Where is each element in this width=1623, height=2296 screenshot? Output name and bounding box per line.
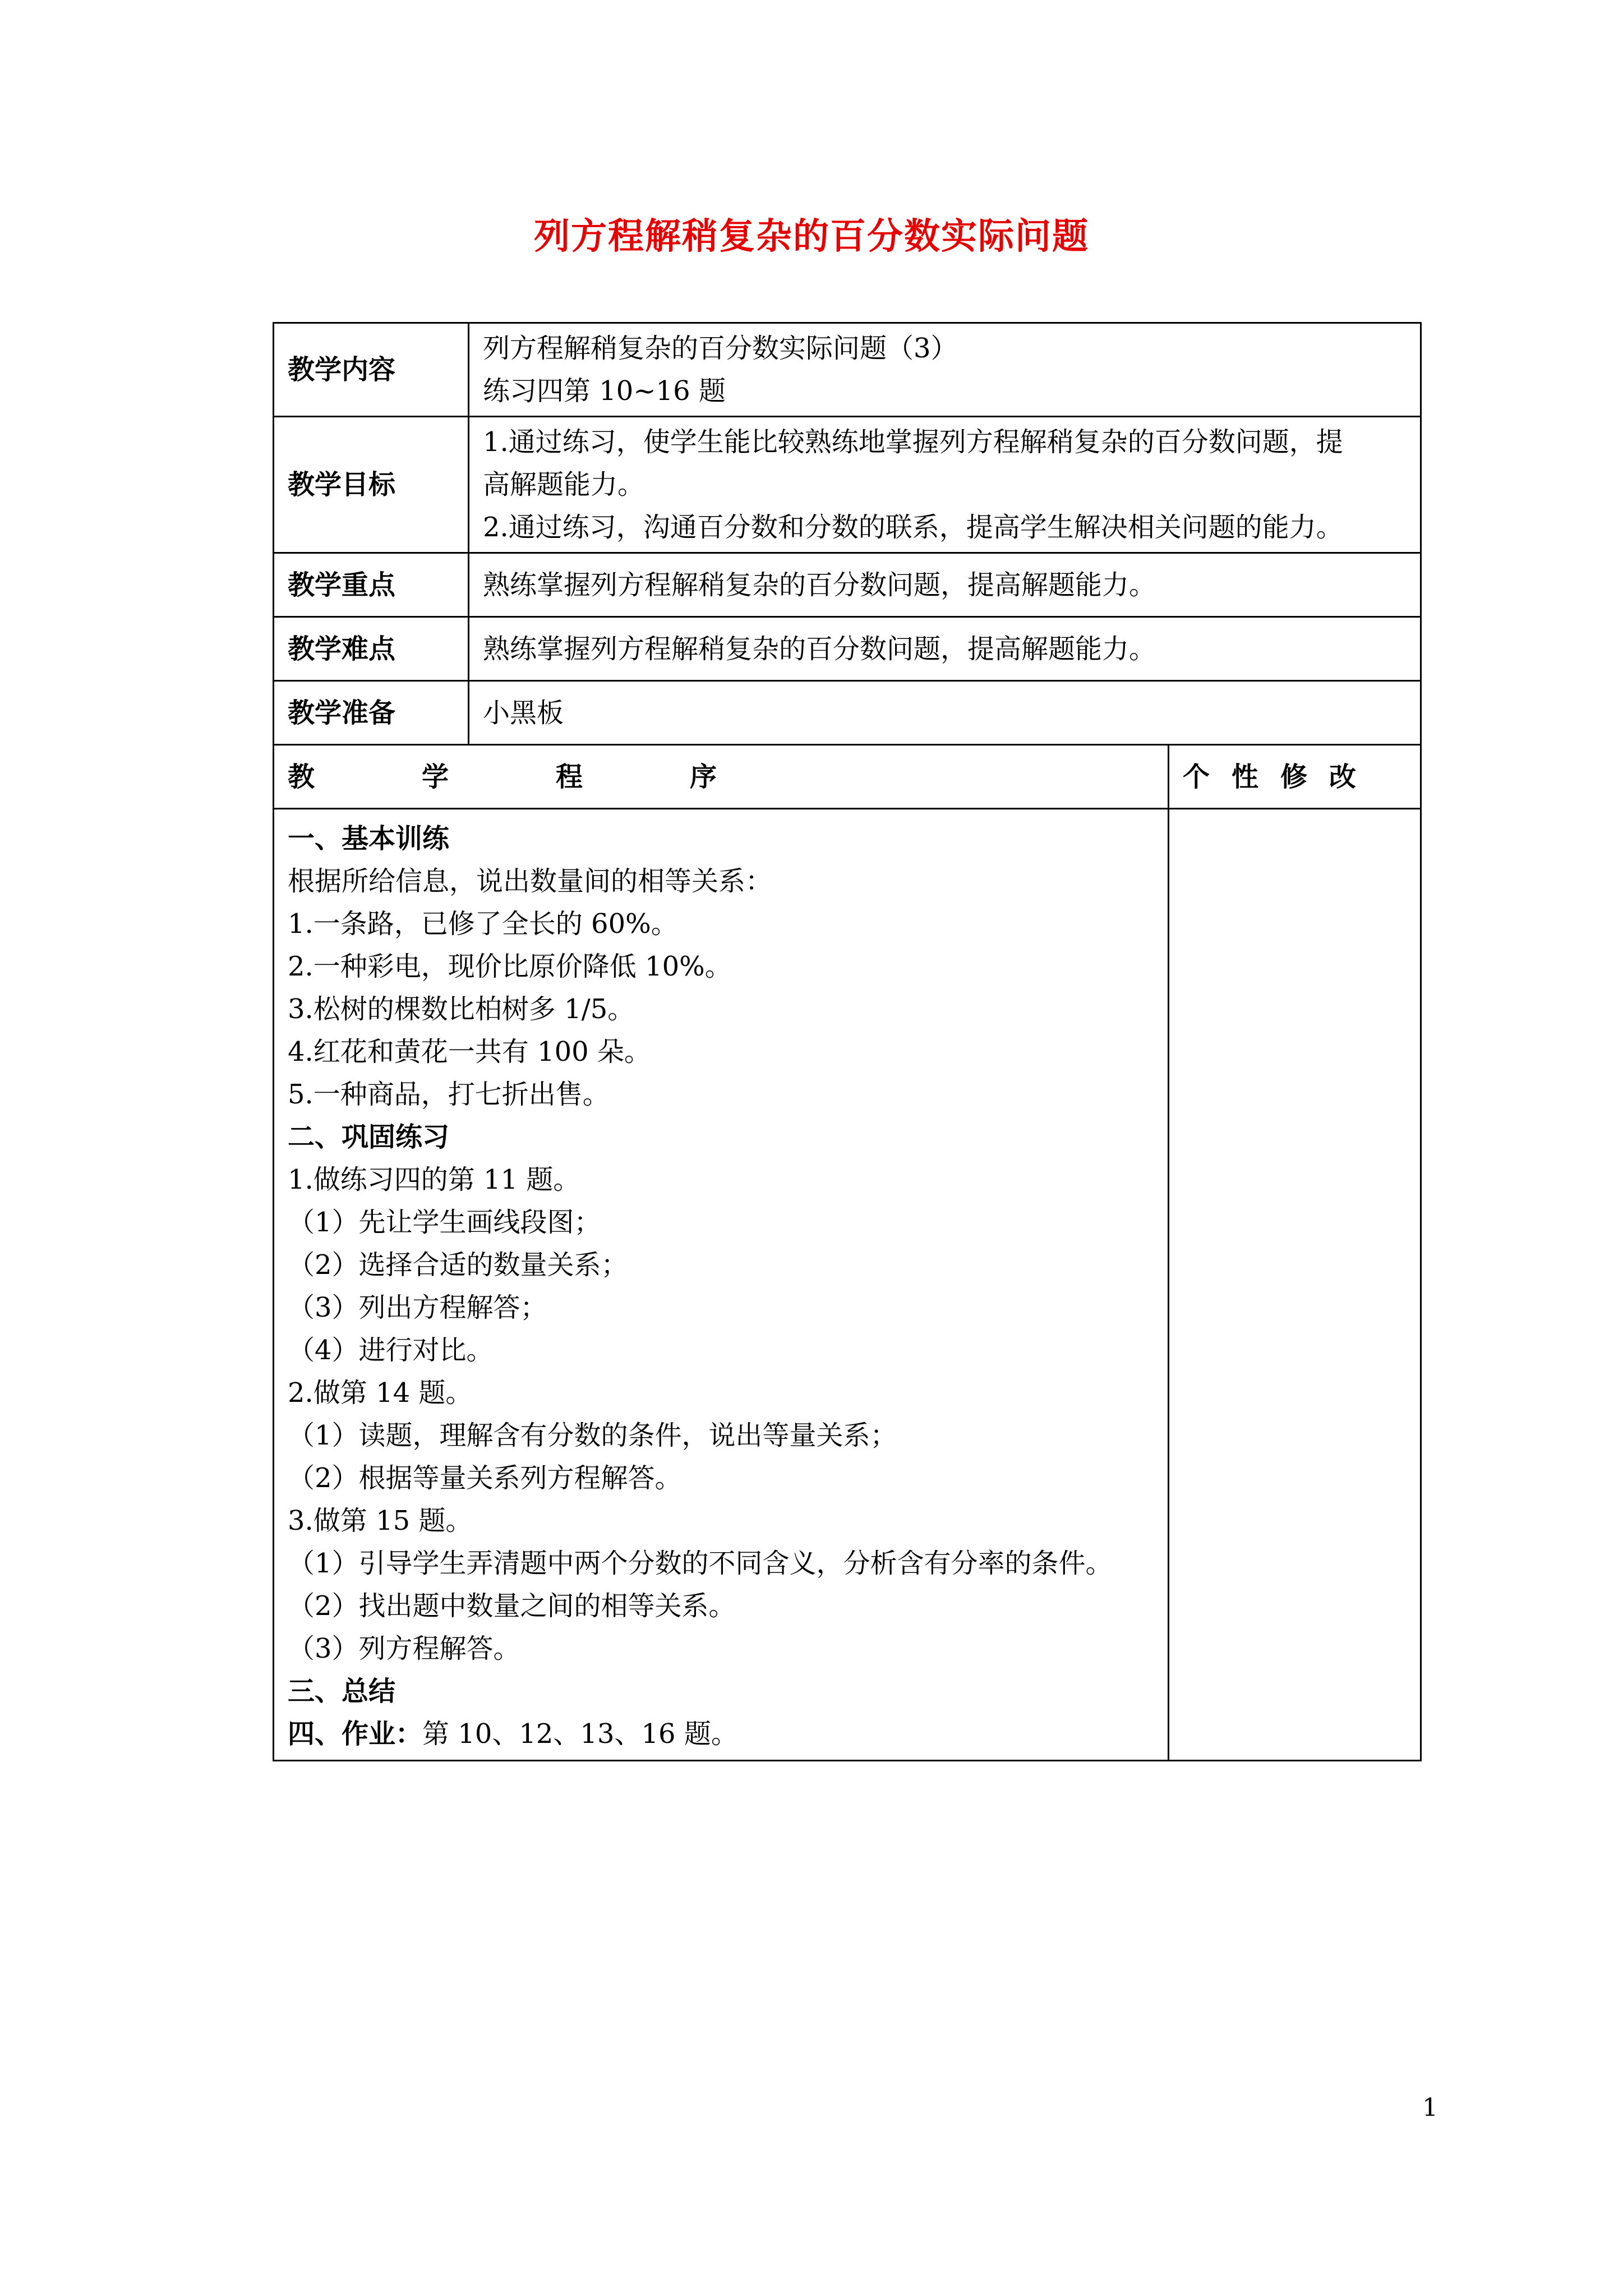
goal-line: 高解题能力。: [483, 469, 645, 500]
exercise-item: 5.一种商品，打七折出售。: [288, 1079, 610, 1110]
practice-line: 1.做练习四的第 11 题。: [288, 1164, 580, 1195]
goal-line: 2.通过练习，沟通百分数和分数的联系，提高学生解决相关问题的能力。: [483, 512, 1343, 543]
procedure-body: [274, 809, 1169, 1761]
row-preparation: [274, 681, 1421, 745]
section-title-summary: 三、总结: [288, 1676, 396, 1707]
value-key-points: 熟练掌握列方程解稍复杂的百分数问题，提高解题能力。: [469, 553, 1421, 617]
value-goals: [469, 417, 1421, 553]
row-key-points: [274, 553, 1421, 617]
label-goals: 教学目标: [274, 417, 469, 553]
row-difficulties: [274, 617, 1421, 681]
exercise-item: 2.一种彩电，现价比原价降低 10%。: [288, 951, 732, 982]
exercise-item: 3.松树的棵数比柏树多 1/5。: [288, 993, 635, 1025]
row-procedure-header: [274, 745, 1421, 809]
revision-header-char: 个: [1183, 761, 1210, 793]
value-difficulties: 熟练掌握列方程解稍复杂的百分数问题，提高解题能力。: [469, 617, 1421, 681]
practice-line: （1）引导学生弄清题中两个分数的不同含义，分析含有分率的条件。: [288, 1548, 1113, 1579]
lesson-plan-table: [273, 322, 1422, 1761]
row-goals: [274, 417, 1421, 553]
exercise-item: 4.红花和黄花一共有 100 朵。: [288, 1036, 651, 1068]
value-content: [469, 323, 1421, 417]
label-content: 教学内容: [274, 323, 469, 417]
label-key-points: 教学重点: [274, 553, 469, 617]
practice-line: （2）选择合适的数量关系；: [288, 1249, 628, 1281]
section-title-basic: 一、基本训练: [288, 823, 450, 854]
revision-header: [1169, 745, 1421, 809]
practice-line: （3）列方程解答。: [288, 1633, 520, 1664]
row-content: [274, 323, 1421, 417]
content-line: 练习四第 10~16 题: [483, 375, 726, 407]
goal-line: 1.通过练习，使学生能比较熟练地掌握列方程解稍复杂的百分数问题，提: [483, 426, 1343, 458]
row-procedure-body: [274, 809, 1421, 1761]
practice-line: 3.做第 15 题。: [288, 1505, 473, 1536]
procedure-header-char: 教: [288, 761, 315, 793]
revision-header-char: 改: [1329, 761, 1357, 793]
label-preparation: 教学准备: [274, 681, 469, 745]
practice-line: （3）列出方程解答；: [288, 1292, 547, 1323]
practice-line: （4）进行对比。: [288, 1335, 494, 1366]
practice-line: 2.做第 14 题。: [288, 1377, 473, 1409]
revision-header-char: 修: [1280, 761, 1308, 793]
section-intro: 根据所给信息，说出数量间的相等关系：: [288, 866, 773, 897]
content-line: 列方程解稍复杂的百分数实际问题（3）: [483, 333, 958, 364]
revision-notes-cell: [1169, 809, 1421, 1761]
page-number: 1: [1422, 2093, 1438, 2122]
practice-line: （2）找出题中数量之间的相等关系。: [288, 1590, 736, 1622]
value-preparation: 小黑板: [469, 681, 1421, 745]
practice-line: （1）先让学生画线段图；: [288, 1207, 601, 1238]
procedure-header-char: 程: [555, 761, 583, 793]
practice-line: （1）读题，理解含有分数的条件，说出等量关系；: [288, 1420, 897, 1451]
procedure-header: [274, 745, 1169, 809]
practice-line: （2）根据等量关系列方程解答。: [288, 1462, 682, 1494]
exercise-item: 1.一条路，已修了全长的 60%。: [288, 908, 678, 940]
page-title: 列方程解稍复杂的百分数实际问题: [534, 215, 1089, 257]
procedure-header-char: 学: [421, 761, 449, 793]
revision-header-char: 性: [1232, 761, 1259, 793]
section-title-practice: 二、巩固练习: [288, 1121, 450, 1153]
label-difficulties: 教学难点: [274, 617, 469, 681]
section-homework: 四、作业：第 10、12、13、16 题。: [288, 1718, 738, 1750]
procedure-header-char: 序: [689, 761, 717, 793]
